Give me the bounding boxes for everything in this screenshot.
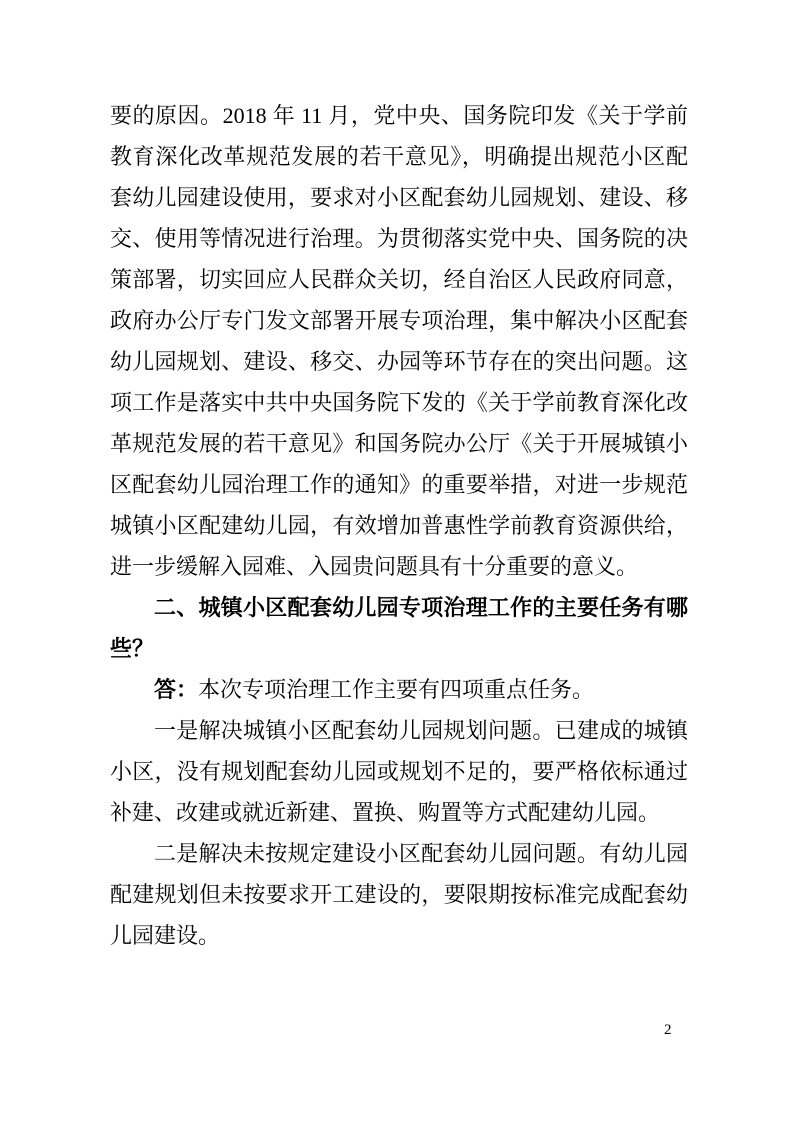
question-heading: 二、城镇小区配套幼儿园专项治理工作的主要任务有哪些？ [110, 595, 688, 661]
paragraph-continuation: 要的原因。2018 年 11 月，党中央、国务院印发《关于学前教育深化改革规范发展的若干意见》，明确提出规范小区配套幼儿园建设使用，要求对小区配套幼儿园规划、建设、移交、使用等情况进行治理。为贯彻落实党中央、国务院的决策部署，切实回应人民群众关切，经自治区人民政府同意，政府办公厅专门发文部署开展专项治理，集中解决小区配套幼儿园规划、建设、移交、办园等环节存在的突出问题。这项工作是落实中共中央国务院下发的《关于学前教育深化改革规范发展的若干意见》和国务院办公厅《关于开展城镇小区配套幼儿园治理工作的通知》的重要举措，对进一步规范城镇小区配建幼儿园，有效增加普惠性学前教育资源供给，进一步缓解入园难、入园贵问题具有十分重要的意义。 [110, 103, 688, 579]
document-body [110, 95, 688, 956]
answer-label: 答： [154, 677, 199, 702]
answer-text: 本次专项治理工作主要有四项重点任务。 [198, 677, 595, 702]
task-2-paragraph: 二是解决未按规定建设小区配套幼儿园问题。有幼儿园配建规划但未按要求开工建设的，要限期按标准完成配套幼儿园建设。 [110, 841, 688, 948]
task-1-paragraph: 一是解决城镇小区配套幼儿园规划问题。已建成的城镇小区，没有规划配套幼儿园或规划不足的，要严格依标通过补建、改建或就近新建、置换、购置等方式配建幼儿园。 [110, 718, 688, 825]
answer-paragraph [110, 669, 688, 710]
page-number: 2 [664, 1022, 672, 1038]
